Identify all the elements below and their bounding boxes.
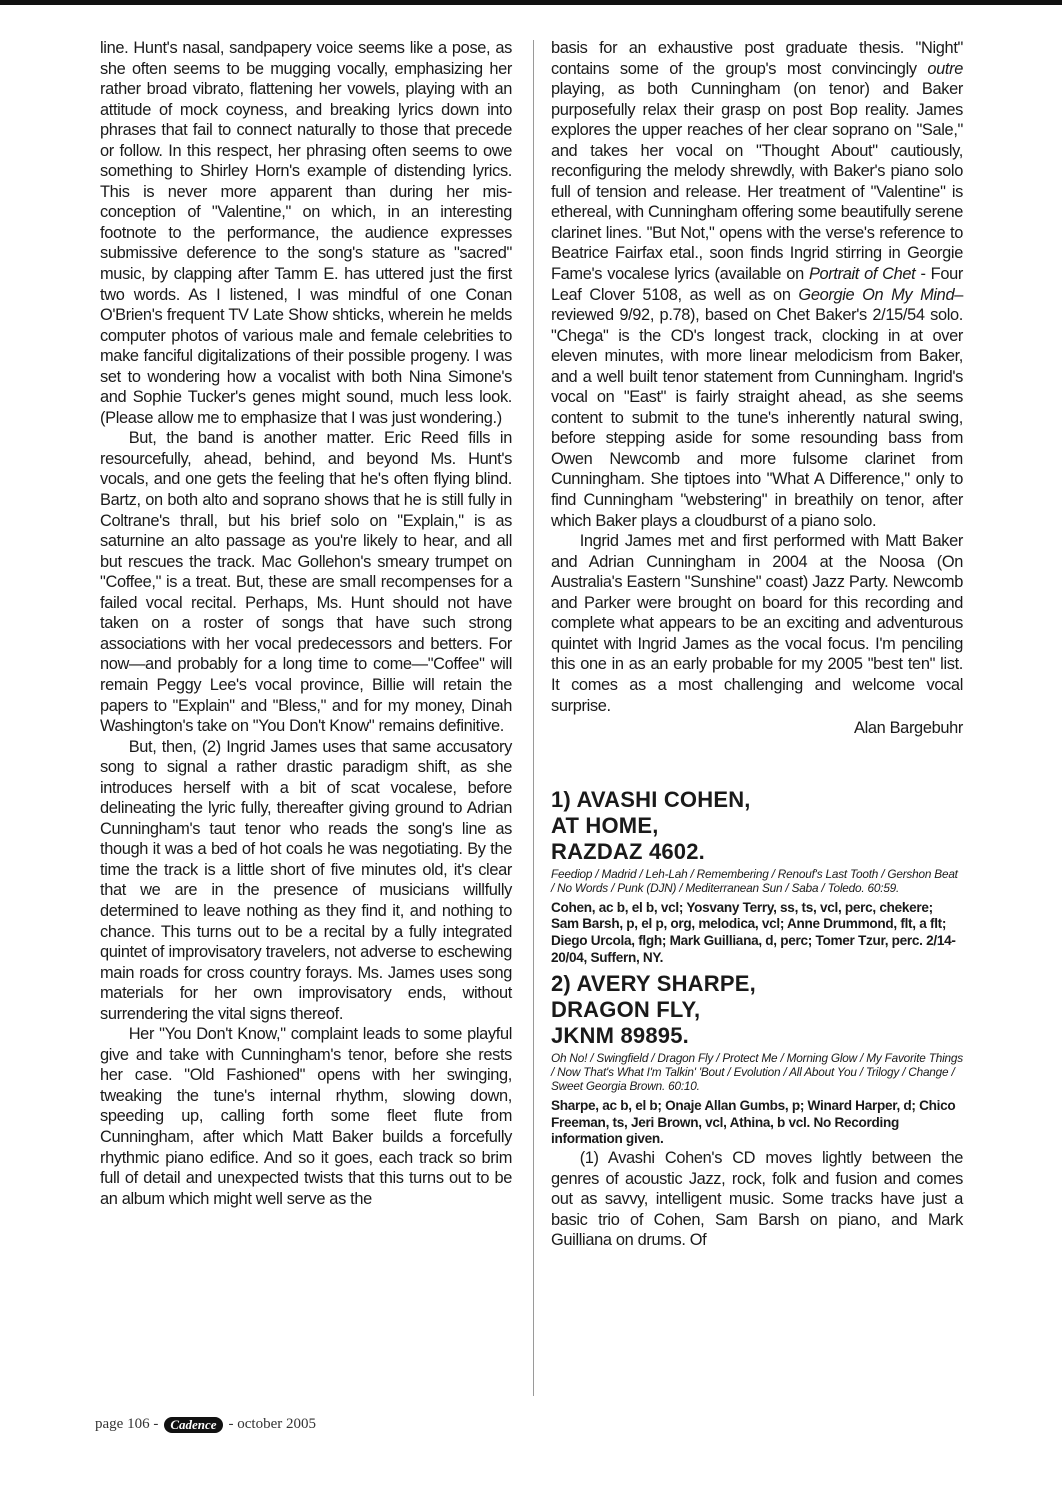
- text-run: - Four Leaf Clover 5108, as well as on: [551, 265, 963, 304]
- left-paragraph-4: Her "You Don't Know," complaint leads to some playful give and take with Cunningham's tenor, before she rests her case. "Old Fashioned" opens with her swinging, tweaking the tune's internal rhythm, slowing down, speeding up, calling forth some fleet flute from Cunningham, after which Matt Baker builds a forcefully rhythmic piano edifice. And so it goes, each track so brim full of detail and unexpected twists that this turns out to be an album which might well serve as the: [100, 1025, 512, 1208]
- review-heading-label: JKNM 89895.: [551, 1022, 689, 1048]
- review-heading: [551, 971, 963, 1049]
- author-byline: Alan Bargebuhr: [853, 719, 963, 738]
- italic-term: outre: [927, 59, 963, 78]
- album-title: Portrait of Chet: [808, 265, 916, 284]
- text-run: playing, as both Cunningham (on tenor) and Baker purposefully relax their grasp on post Bop reality. James explores the upper reaches of her clear soprano on "Sale," and takes her vocal on "Thought About" cautiously, reconfiguring the melody shrewdly, with Baker's piano solo full of tension and release. Her treatment of "Valentine" is ethereal, with Cunningham offering some beautifully serene clarinet lines. "But Not," opens with the verse's reference to Beatrice Fairfax etal., soon finds Ingrid stirring in Georgie Fame's vocalese lyrics (available on: [551, 80, 963, 284]
- review-heading-title: AT HOME,: [551, 812, 659, 838]
- personnel: Cohen, ac b, el b, vcl; Yosvany Terry, ss, ts, vcl, perc, chekere; Sam Barsh, p, el p, org, melodica, vcl; Anne Drummond, flt, a flt; Diego Urcola, flgh; Mark Guilliana, d, perc; Tomer Tzur, perc. 2/14-20/04, Suffern, NY.: [551, 899, 956, 965]
- review-body: (1) Avashi Cohen's CD moves lightly between the genres of acoustic Jazz, rock, folk and fusion and comes out as savvy, intelligent music. Some tracks have just a basic trio of Cohen, Sam Barsh on piano, and Mark Guilliana on drums. Of: [551, 1149, 963, 1250]
- page-footer: [95, 1416, 316, 1433]
- review-entry-2: [551, 971, 963, 1148]
- review-listings: [551, 787, 963, 1251]
- left-paragraph-1: line. Hunt's nasal, sandpapery voice seems like a pose, as she often seems to be mugging vocally, emphasizing her rather broad vibrato, flattening her vowels, playing with an attitude of mock coyness, and breaking lyrics down into phrases that fail to connect naturally to those that precede or follow. In this respect, her phrasing often seems to owe something to Shirley Horn's example of distending lyrics. This is never more apparent than during her mis-conception of "Valentine," on which, in an interesting footnote to the performance, the audience expresses submissive deference to the song's stature as "sacred" music, by clapping after Tamm E. has uttered just the first two words. As I listened, I was mindful of one Conan O'Brien's frequent TV Late Show shticks, wherein he melds computer photos of various male and female celebrities to make fanciful digitalizations of their possible progeny. I was set to wondering how a vocalist with both Nina Simone's and Sophie Tucker's genes might sound, much less look. (Please allow me to emphasize that I was just wondering.): [100, 39, 512, 427]
- magazine-logo: Cadence: [164, 1417, 222, 1433]
- right-paragraph-1: [551, 38, 963, 531]
- issue-date: - october 2005: [228, 1416, 317, 1432]
- top-rule: [0, 0, 1062, 5]
- right-column: [551, 38, 963, 1251]
- review-heading-artist: 1) AVASHI COHEN,: [551, 786, 751, 812]
- review-heading-artist: 2) AVERY SHARPE,: [551, 970, 756, 996]
- left-paragraph-3: But, then, (2) Ingrid James uses that same accusatory song to signal a rather drastic paradigm shift, as she introduces herself with a bit of scat vocalese, before delineating the lyric fully, thereafter giving ground to Adrian Cunningham's taut tenor who reads the song's line as though it was a bed of hot coals he was negotiating. By the time the track is a little short of five minutes old, it's clear that we are in the presence of musicians willfully determined to leave nothing as they find it, and nothing to chance. This turns out to be a recital by a fully integrated quintet of improvisatory travelers, not adverse to eschewing main roads for cross country forays. Ms. James uses song materials for her own improvisatory ends, without surrendering the vital signs thereof.: [100, 737, 512, 1023]
- left-paragraph-2: But, the band is another matter. Eric Reed fills in resourcefully, ahead, behind, and beyond Ms. Hunt's vocals, and one gets the feeling that he's often flying blind. Bartz, on both alto and soprano shows that he is still fully in Coltrane's thrall, but his brief solo on "Explain," is as saturnine an alto passage as you're likely to hear, and all but rescues the track. Mac Gollehon's smeary trumpet on "Coffee," is a treat. But, these are small recompenses for a failed vocal recital. Perhaps, Ms. Hunt should not have taken on a roster of songs that have such strong associations with her vocal predecessors and betters. For now—and probably for a long time to come—"Coffee" will remain Peggy Lee's vocal province, Billie will retain the papers to "Explain" and "Bless," and for my money, Dinah Washington's take on "You Don't Know" remains definitive.: [100, 429, 512, 736]
- right-paragraph-2: Ingrid James met and first performed with Matt Baker and Adrian Cunningham in 2004 at the Noosa (On Australia's Eastern "Sunshine" coast) Jazz Party. Newcomb and Parker were brought on board for this recording and complete what appears to be an exciting and adventurous quintet with Ingrid James as the vocal focus. I'm penciling this one in as an early probable for my 2005 "best ten" list. It comes as a most challenging and welcome vocal surprise.: [551, 532, 963, 715]
- text-run: –reviewed 9/92, p.78), based on Chet Baker's 2/15/54 solo. "Chega" is the CD's longest track, clocking in at over eleven minutes, with more linear melodicism from Baker, and a well built tenor statement from Cunningham. Ingrid's vocal on "East" is fairly straight ahead, as she seems content to submit to the tune's inherently natural swing, before stepping aside for some resounding bass from Owen Newcomb and more fulsome clarinet from Cunningham. She tiptoes into "What A Difference," only to find Cunningham "webstering" in breathily on tenor, after which Baker plays a cloudburst of a piano solo.: [551, 285, 963, 530]
- column-divider: [533, 40, 534, 1396]
- review-heading-label: RAZDAZ 4602.: [551, 838, 705, 864]
- album-title: Georgie On My Mind: [798, 285, 955, 304]
- text-run: basis for an exhaustive post graduate thesis. "Night" contains some of the group's most convincingly: [551, 39, 963, 78]
- left-column: [100, 38, 512, 1209]
- track-list: Feediop / Madrid / Leh-Lah / Remembering / Renouf's Last Tooth / Gershon Beat / No Words / Punk (DJN) / Mediterranean Sun / Saba / Toledo. 60:59.: [551, 866, 958, 895]
- personnel: Sharpe, ac b, el b; Onaje Allan Gumbs, p; Winard Harper, d; Chico Freeman, ts, Jeri Brown, vcl, Athina, b vcl. No Recording information given.: [551, 1097, 956, 1147]
- review-heading: [551, 787, 963, 865]
- review-entry-1: [551, 787, 963, 967]
- page-number: page 106 -: [95, 1416, 159, 1432]
- track-list: Oh No! / Swingfield / Dragon Fly / Protect Me / Morning Glow / My Favorite Things / Now That's What I'm Talkin' 'Bout / Evolution / All About You / Trilogy / Change / Sweet Georgia Brown. 60:10.: [551, 1050, 963, 1093]
- review-heading-title: DRAGON FLY,: [551, 996, 701, 1022]
